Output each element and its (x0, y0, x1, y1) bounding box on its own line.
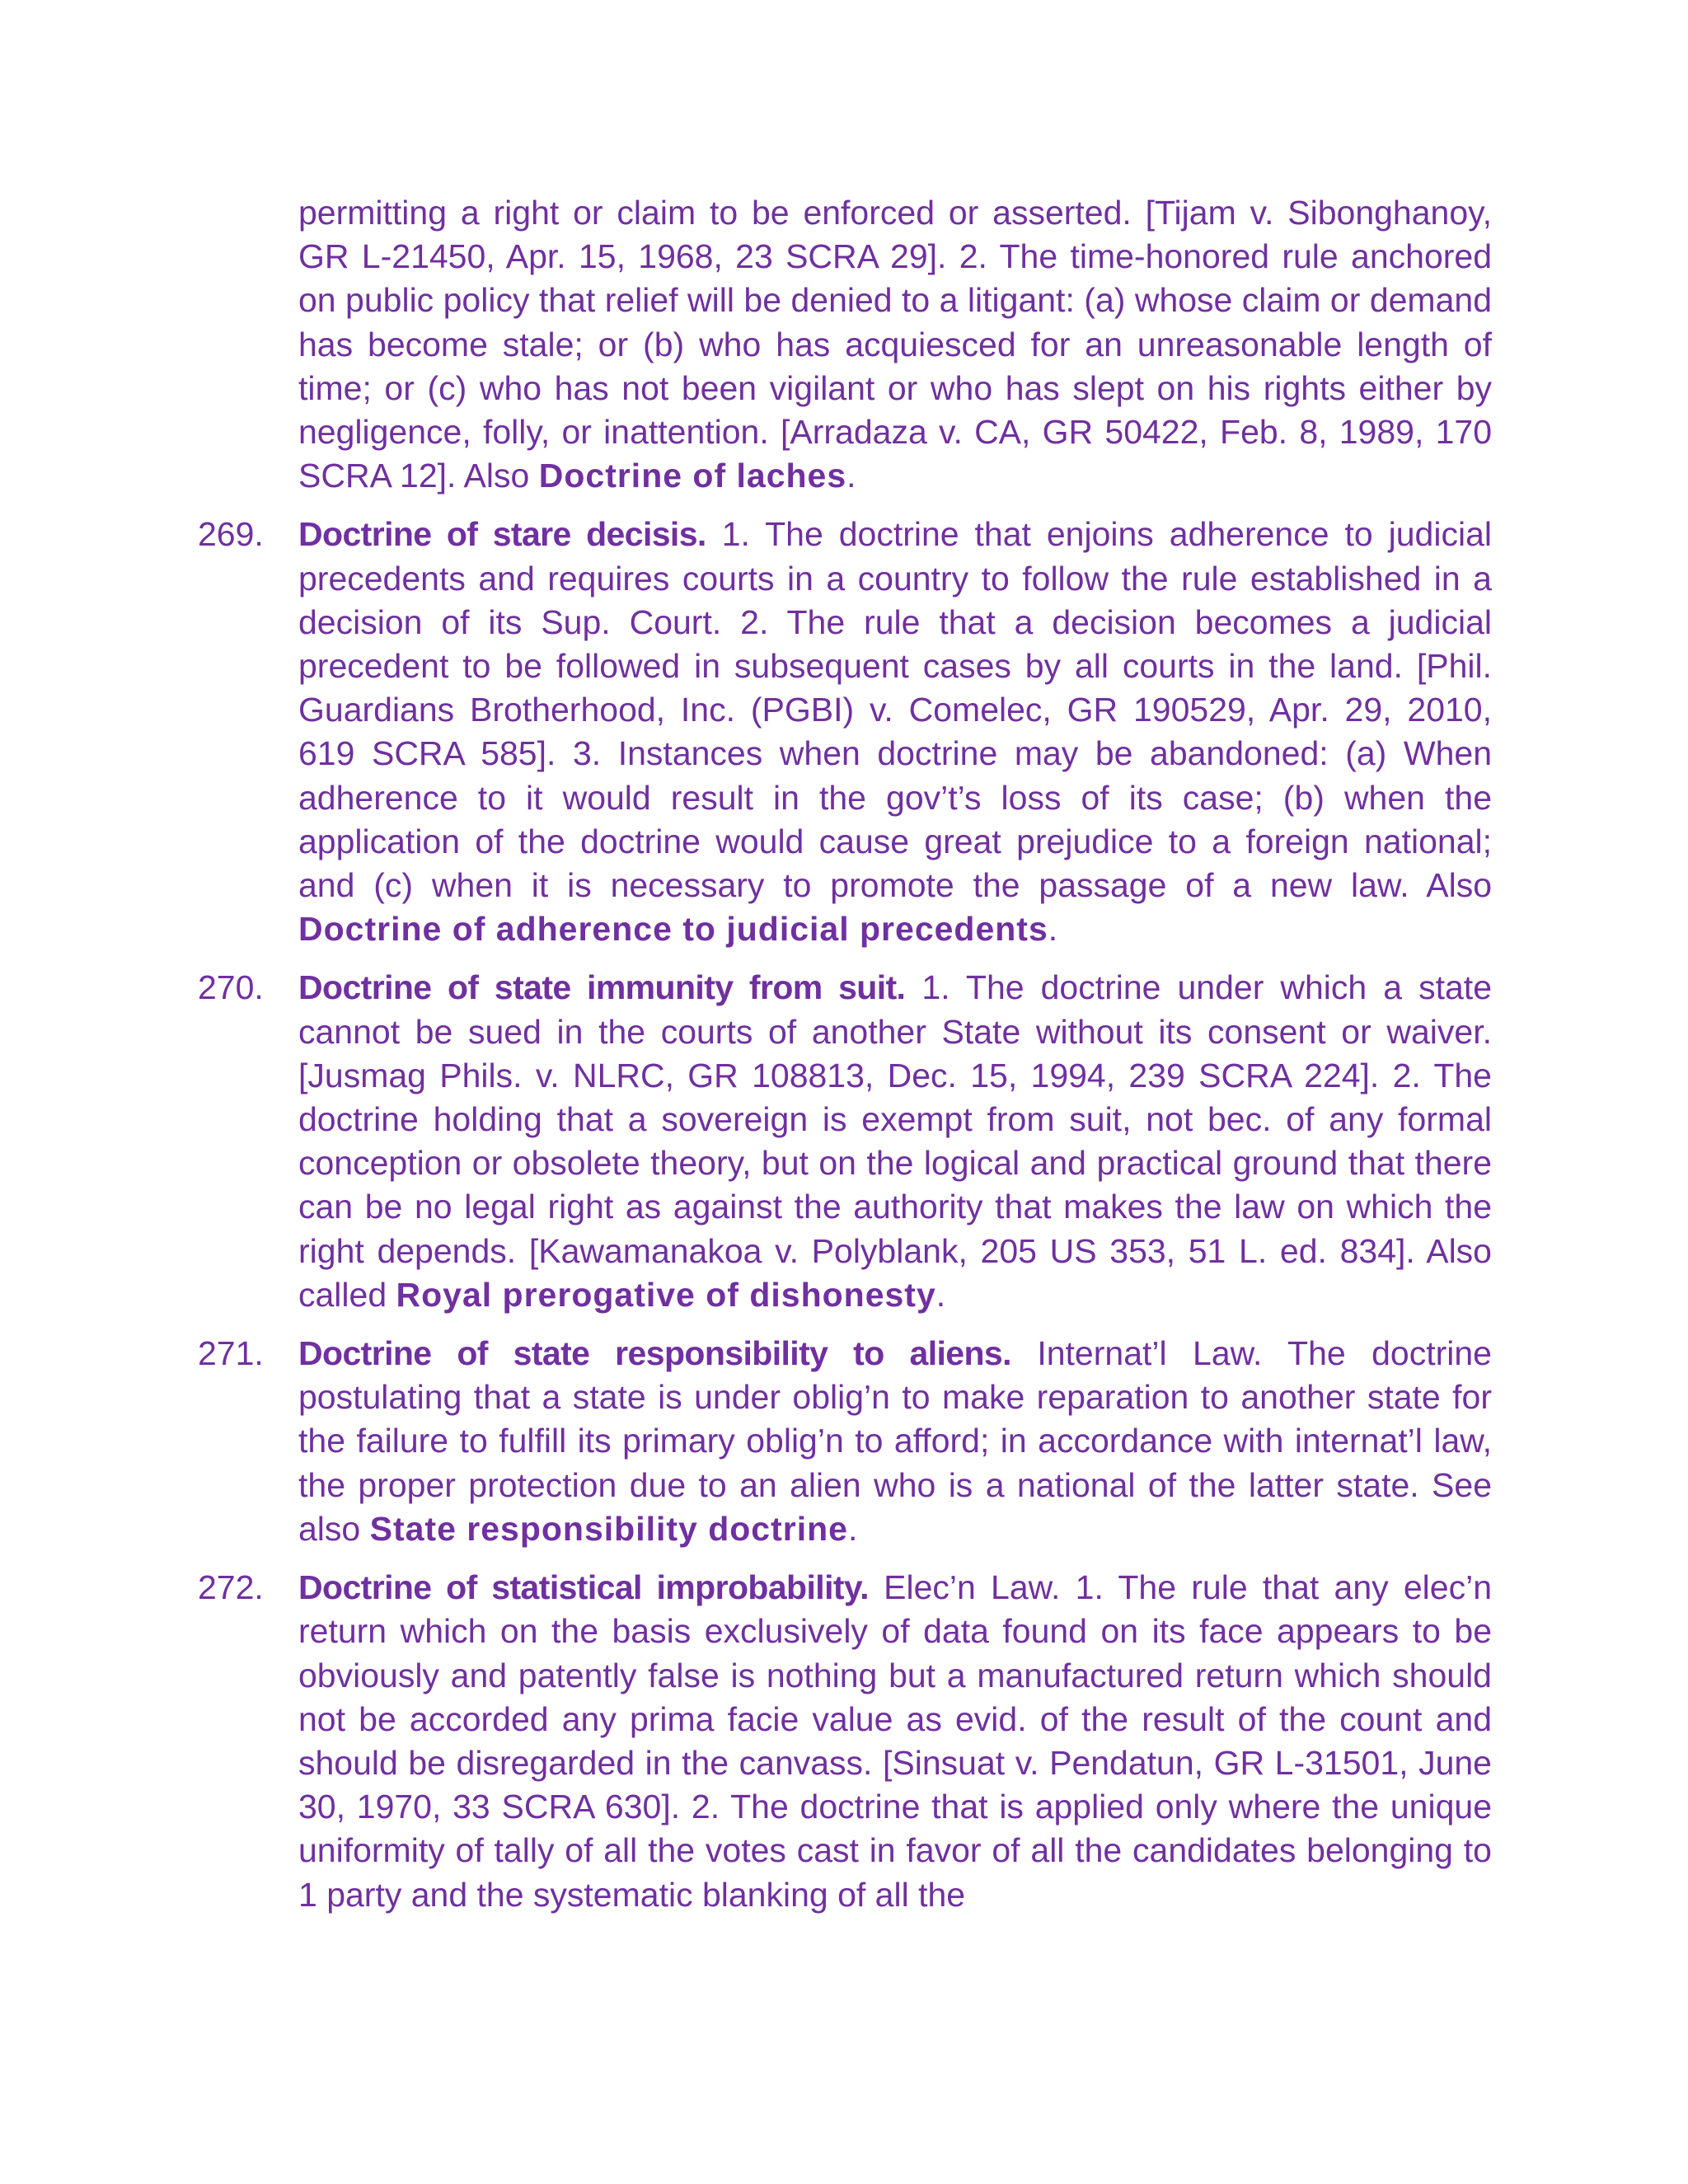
entry-272 (198, 1566, 1492, 1917)
entry-term: Doctrine of statistical improbability. (298, 1568, 869, 1607)
entry-term: Doctrine of stare decisis. (298, 515, 706, 554)
entry-term: Doctrine of state immunity from suit. (298, 968, 906, 1007)
entry-end: . (847, 1509, 858, 1548)
continuation-body: permitting a right or claim to be enforced or asserted. [Tijam v. Sibonghanoy, GR L-21450, Apr. 15, 1968, 23 SCRA 29]. 2. The time-honored rule anchored on public policy that relief will be denied to a litigant: (a) whose claim or demand has become stale; or (b) who has acquiesced for an unreasonable length of time; or (c) who has not been vigilant or who has slept on his rights either by negligence, folly, or inattention. [Arradaza v. CA, GR 50422, Feb. 8, 1989, 170 SCRA 12]. Also (298, 194, 1492, 495)
continuation-end: . (846, 457, 856, 495)
entry-271 (198, 1332, 1492, 1551)
entry-number: 269. (198, 515, 264, 554)
entry-270 (198, 966, 1492, 1317)
entry-body: Elec’n Law. 1. The rule that any elec’n return which on the basis exclusively of data found on its face appears to be obviously and patently false is nothing but a manufactured return which should not be accorded any prima facie value as evid. of the result of the count and should be disregarded in the canvass. [Sinsuat v. Pendatun, GR L-31501, June 30, 1970, 33 SCRA 630]. 2. The doctrine that is applied only where the unique uniformity of tally of all the votes cast in favor of all the candidates belonging to 1 party and the systematic blanking of all the (298, 1568, 1492, 1914)
entry-number: 270. (198, 968, 264, 1007)
entry-number: 271. (198, 1334, 264, 1373)
entry-end: . (1048, 910, 1058, 949)
entry-body: 1. The doctrine that enjoins adherence to judicial precedents and requires courts in a country to follow the rule established in a decision of its Sup. Court. 2. The rule that a decision becomes a judicial precedent to be followed in subsequent cases by all courts in the land. [Phil. Guardians Brotherhood, Inc. (PGBI) v. Comelec, GR 190529, Apr. 29, 2010, 619 SCRA 585]. 3. Instances when doctrine may be abandoned: (a) When adherence to it would result in the gov’t’s loss of its case; (b) when the application of the doctrine would cause great prejudice to a foreign national; and (c) when it is necessary to promote the passage of a new law. Also (298, 515, 1492, 905)
entry-continuation (198, 191, 1492, 498)
entry-term: Doctrine of state responsibility to aliens. (298, 1334, 1011, 1373)
entry-body: 1. The doctrine under which a state cannot be sued in the courts of another State without its consent or waiver. [Jusmag Phils. v. NLRC, GR 108813, Dec. 15, 1994, 239 SCRA 224]. 2. The doctrine holding that a sovereign is exempt from suit, not bec. of any formal conception or obsolete theory, but on the logical and practical ground that there can be no legal right as against the authority that makes the law on which the right depends. [Kawamanakoa v. Polyblank, 205 US 353, 51 L. ed. 834]. Also called (298, 968, 1492, 1314)
entry-end: . (935, 1275, 946, 1314)
cross-reference: Royal prerogative of dishonesty (396, 1275, 936, 1314)
cross-reference: Doctrine of laches (538, 457, 847, 495)
dictionary-text (198, 191, 1492, 1932)
entry-269 (198, 513, 1492, 951)
entry-body: Internat’l Law. The doctrine postulating that a state is under oblig’n to make reparation to another state for the failure to fulfill its primary oblig’n to afford; in accordance with internat’l law, the proper protection due to an alien who is a national of the latter state. See also (298, 1334, 1492, 1548)
cross-reference: Doctrine of adherence to judicial precedents (298, 910, 1048, 949)
entry-number: 272. (198, 1568, 264, 1607)
cross-reference: State responsibility doctrine (369, 1509, 848, 1548)
